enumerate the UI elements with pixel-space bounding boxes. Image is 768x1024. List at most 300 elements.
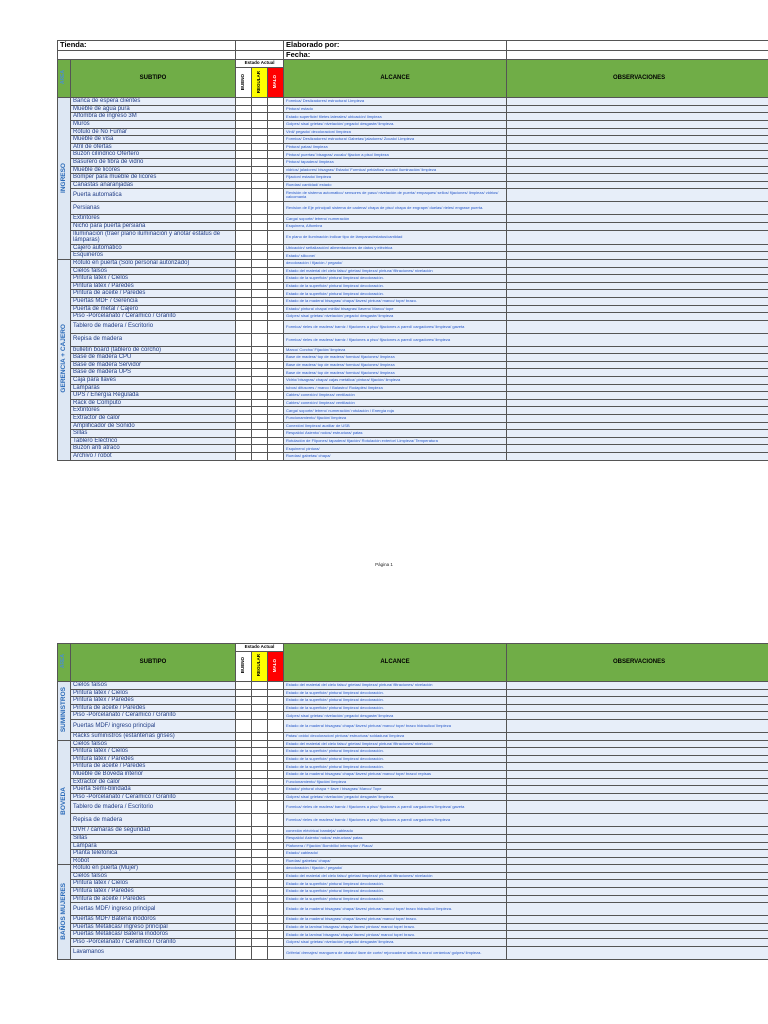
observaciones-field[interactable] [507, 880, 768, 888]
bueno-checkbox[interactable] [236, 354, 252, 362]
observaciones-field[interactable] [507, 786, 768, 794]
malo-checkbox[interactable] [268, 437, 284, 445]
regular-checkbox[interactable] [252, 346, 268, 354]
malo-checkbox[interactable] [268, 770, 284, 778]
regular-checkbox[interactable] [252, 369, 268, 377]
bueno-checkbox[interactable] [236, 682, 252, 690]
regular-checkbox[interactable] [252, 445, 268, 453]
malo-checkbox[interactable] [268, 354, 284, 362]
regular-checkbox[interactable] [252, 377, 268, 385]
bueno-checkbox[interactable] [236, 189, 252, 202]
observaciones-field[interactable] [507, 857, 768, 865]
malo-checkbox[interactable] [268, 407, 284, 415]
observaciones-field[interactable] [507, 98, 768, 106]
bueno-checkbox[interactable] [236, 407, 252, 415]
observaciones-field[interactable] [507, 189, 768, 202]
regular-checkbox[interactable] [252, 136, 268, 144]
observaciones-field[interactable] [507, 282, 768, 290]
bueno-checkbox[interactable] [236, 113, 252, 121]
bueno-checkbox[interactable] [236, 445, 252, 453]
malo-checkbox[interactable] [268, 305, 284, 313]
bueno-checkbox[interactable] [236, 946, 252, 959]
regular-checkbox[interactable] [252, 430, 268, 438]
malo-checkbox[interactable] [268, 931, 284, 939]
bueno-checkbox[interactable] [236, 377, 252, 385]
malo-checkbox[interactable] [268, 282, 284, 290]
malo-checkbox[interactable] [268, 128, 284, 136]
regular-checkbox[interactable] [252, 801, 268, 814]
regular-checkbox[interactable] [252, 888, 268, 896]
malo-checkbox[interactable] [268, 361, 284, 369]
observaciones-field[interactable] [507, 939, 768, 947]
bueno-checkbox[interactable] [236, 252, 252, 260]
regular-checkbox[interactable] [252, 689, 268, 697]
observaciones-field[interactable] [507, 842, 768, 850]
observaciones-field[interactable] [507, 888, 768, 896]
malo-checkbox[interactable] [268, 850, 284, 858]
observaciones-field[interactable] [507, 392, 768, 400]
observaciones-field[interactable] [507, 259, 768, 267]
bueno-checkbox[interactable] [236, 895, 252, 903]
regular-checkbox[interactable] [252, 313, 268, 321]
regular-checkbox[interactable] [252, 113, 268, 121]
bueno-checkbox[interactable] [236, 128, 252, 136]
regular-checkbox[interactable] [252, 697, 268, 705]
regular-checkbox[interactable] [252, 770, 268, 778]
malo-checkbox[interactable] [268, 880, 284, 888]
malo-checkbox[interactable] [268, 202, 284, 215]
observaciones-field[interactable] [507, 202, 768, 215]
regular-checkbox[interactable] [252, 297, 268, 305]
regular-checkbox[interactable] [252, 946, 268, 959]
observaciones-field[interactable] [507, 121, 768, 129]
malo-checkbox[interactable] [268, 793, 284, 801]
malo-checkbox[interactable] [268, 189, 284, 202]
observaciones-field[interactable] [507, 763, 768, 771]
fecha-field[interactable] [507, 51, 768, 60]
bueno-checkbox[interactable] [236, 166, 252, 174]
bueno-checkbox[interactable] [236, 275, 252, 283]
regular-checkbox[interactable] [252, 174, 268, 182]
bueno-checkbox[interactable] [236, 786, 252, 794]
regular-checkbox[interactable] [252, 682, 268, 690]
malo-checkbox[interactable] [268, 946, 284, 959]
malo-checkbox[interactable] [268, 159, 284, 167]
bueno-checkbox[interactable] [236, 697, 252, 705]
observaciones-field[interactable] [507, 445, 768, 453]
malo-checkbox[interactable] [268, 430, 284, 438]
observaciones-field[interactable] [507, 113, 768, 121]
bueno-checkbox[interactable] [236, 202, 252, 215]
observaciones-field[interactable] [507, 778, 768, 786]
regular-checkbox[interactable] [252, 842, 268, 850]
observaciones-field[interactable] [507, 354, 768, 362]
bueno-checkbox[interactable] [236, 916, 252, 924]
malo-checkbox[interactable] [268, 222, 284, 230]
observaciones-field[interactable] [507, 290, 768, 298]
malo-checkbox[interactable] [268, 712, 284, 720]
regular-checkbox[interactable] [252, 181, 268, 189]
observaciones-field[interactable] [507, 895, 768, 903]
regular-checkbox[interactable] [252, 763, 268, 771]
malo-checkbox[interactable] [268, 259, 284, 267]
bueno-checkbox[interactable] [236, 230, 252, 244]
bueno-checkbox[interactable] [236, 755, 252, 763]
regular-checkbox[interactable] [252, 407, 268, 415]
bueno-checkbox[interactable] [236, 763, 252, 771]
malo-checkbox[interactable] [268, 113, 284, 121]
malo-checkbox[interactable] [268, 445, 284, 453]
malo-checkbox[interactable] [268, 369, 284, 377]
observaciones-field[interactable] [507, 230, 768, 244]
regular-checkbox[interactable] [252, 244, 268, 252]
malo-checkbox[interactable] [268, 399, 284, 407]
malo-checkbox[interactable] [268, 689, 284, 697]
malo-checkbox[interactable] [268, 872, 284, 880]
regular-checkbox[interactable] [252, 159, 268, 167]
malo-checkbox[interactable] [268, 763, 284, 771]
malo-checkbox[interactable] [268, 244, 284, 252]
observaciones-field[interactable] [507, 453, 768, 461]
regular-checkbox[interactable] [252, 740, 268, 748]
malo-checkbox[interactable] [268, 98, 284, 106]
regular-checkbox[interactable] [252, 931, 268, 939]
observaciones-field[interactable] [507, 793, 768, 801]
bueno-checkbox[interactable] [236, 827, 252, 835]
malo-checkbox[interactable] [268, 704, 284, 712]
regular-checkbox[interactable] [252, 305, 268, 313]
observaciones-field[interactable] [507, 755, 768, 763]
observaciones-field[interactable] [507, 275, 768, 283]
malo-checkbox[interactable] [268, 903, 284, 916]
malo-checkbox[interactable] [268, 333, 284, 346]
observaciones-field[interactable] [507, 136, 768, 144]
regular-checkbox[interactable] [252, 437, 268, 445]
observaciones-field[interactable] [507, 181, 768, 189]
observaciones-field[interactable] [507, 377, 768, 385]
bueno-checkbox[interactable] [236, 333, 252, 346]
bueno-checkbox[interactable] [236, 369, 252, 377]
bueno-checkbox[interactable] [236, 939, 252, 947]
malo-checkbox[interactable] [268, 313, 284, 321]
observaciones-field[interactable] [507, 222, 768, 230]
bueno-checkbox[interactable] [236, 880, 252, 888]
bueno-checkbox[interactable] [236, 719, 252, 732]
observaciones-field[interactable] [507, 384, 768, 392]
regular-checkbox[interactable] [252, 282, 268, 290]
regular-checkbox[interactable] [252, 895, 268, 903]
regular-checkbox[interactable] [252, 814, 268, 827]
regular-checkbox[interactable] [252, 267, 268, 275]
regular-checkbox[interactable] [252, 415, 268, 423]
observaciones-field[interactable] [507, 346, 768, 354]
observaciones-field[interactable] [507, 748, 768, 756]
observaciones-field[interactable] [507, 174, 768, 182]
regular-checkbox[interactable] [252, 865, 268, 873]
malo-checkbox[interactable] [268, 143, 284, 151]
observaciones-field[interactable] [507, 267, 768, 275]
regular-checkbox[interactable] [252, 793, 268, 801]
bueno-checkbox[interactable] [236, 181, 252, 189]
observaciones-field[interactable] [507, 166, 768, 174]
observaciones-field[interactable] [507, 143, 768, 151]
bueno-checkbox[interactable] [236, 361, 252, 369]
regular-checkbox[interactable] [252, 778, 268, 786]
malo-checkbox[interactable] [268, 121, 284, 129]
observaciones-field[interactable] [507, 801, 768, 814]
observaciones-field[interactable] [507, 159, 768, 167]
regular-checkbox[interactable] [252, 399, 268, 407]
regular-checkbox[interactable] [252, 98, 268, 106]
regular-checkbox[interactable] [252, 916, 268, 924]
regular-checkbox[interactable] [252, 143, 268, 151]
observaciones-field[interactable] [507, 689, 768, 697]
bueno-checkbox[interactable] [236, 151, 252, 159]
bueno-checkbox[interactable] [236, 689, 252, 697]
malo-checkbox[interactable] [268, 105, 284, 113]
observaciones-field[interactable] [507, 827, 768, 835]
malo-checkbox[interactable] [268, 865, 284, 873]
bueno-checkbox[interactable] [236, 842, 252, 850]
bueno-checkbox[interactable] [236, 121, 252, 129]
bueno-checkbox[interactable] [236, 98, 252, 106]
regular-checkbox[interactable] [252, 384, 268, 392]
bueno-checkbox[interactable] [236, 290, 252, 298]
observaciones-field[interactable] [507, 865, 768, 873]
observaciones-field[interactable] [507, 128, 768, 136]
bueno-checkbox[interactable] [236, 857, 252, 865]
bueno-checkbox[interactable] [236, 174, 252, 182]
malo-checkbox[interactable] [268, 740, 284, 748]
malo-checkbox[interactable] [268, 320, 284, 333]
observaciones-field[interactable] [507, 415, 768, 423]
observaciones-field[interactable] [507, 305, 768, 313]
observaciones-field[interactable] [507, 215, 768, 223]
regular-checkbox[interactable] [252, 320, 268, 333]
malo-checkbox[interactable] [268, 297, 284, 305]
regular-checkbox[interactable] [252, 290, 268, 298]
bueno-checkbox[interactable] [236, 850, 252, 858]
bueno-checkbox[interactable] [236, 778, 252, 786]
regular-checkbox[interactable] [252, 230, 268, 244]
malo-checkbox[interactable] [268, 827, 284, 835]
regular-checkbox[interactable] [252, 166, 268, 174]
bueno-checkbox[interactable] [236, 320, 252, 333]
malo-checkbox[interactable] [268, 682, 284, 690]
bueno-checkbox[interactable] [236, 159, 252, 167]
regular-checkbox[interactable] [252, 827, 268, 835]
observaciones-field[interactable] [507, 712, 768, 720]
regular-checkbox[interactable] [252, 712, 268, 720]
bueno-checkbox[interactable] [236, 267, 252, 275]
malo-checkbox[interactable] [268, 778, 284, 786]
malo-checkbox[interactable] [268, 392, 284, 400]
regular-checkbox[interactable] [252, 354, 268, 362]
bueno-checkbox[interactable] [236, 259, 252, 267]
bueno-checkbox[interactable] [236, 704, 252, 712]
bueno-checkbox[interactable] [236, 215, 252, 223]
malo-checkbox[interactable] [268, 166, 284, 174]
observaciones-field[interactable] [507, 313, 768, 321]
observaciones-field[interactable] [507, 923, 768, 931]
regular-checkbox[interactable] [252, 880, 268, 888]
malo-checkbox[interactable] [268, 174, 284, 182]
bueno-checkbox[interactable] [236, 453, 252, 461]
regular-checkbox[interactable] [252, 252, 268, 260]
bueno-checkbox[interactable] [236, 143, 252, 151]
bueno-checkbox[interactable] [236, 430, 252, 438]
regular-checkbox[interactable] [252, 333, 268, 346]
bueno-checkbox[interactable] [236, 136, 252, 144]
malo-checkbox[interactable] [268, 422, 284, 430]
observaciones-field[interactable] [507, 872, 768, 880]
malo-checkbox[interactable] [268, 895, 284, 903]
observaciones-field[interactable] [507, 814, 768, 827]
bueno-checkbox[interactable] [236, 732, 252, 740]
observaciones-field[interactable] [507, 105, 768, 113]
malo-checkbox[interactable] [268, 697, 284, 705]
bueno-checkbox[interactable] [236, 748, 252, 756]
malo-checkbox[interactable] [268, 814, 284, 827]
regular-checkbox[interactable] [252, 422, 268, 430]
bueno-checkbox[interactable] [236, 903, 252, 916]
regular-checkbox[interactable] [252, 392, 268, 400]
bueno-checkbox[interactable] [236, 872, 252, 880]
malo-checkbox[interactable] [268, 230, 284, 244]
observaciones-field[interactable] [507, 252, 768, 260]
regular-checkbox[interactable] [252, 105, 268, 113]
observaciones-field[interactable] [507, 850, 768, 858]
observaciones-field[interactable] [507, 244, 768, 252]
malo-checkbox[interactable] [268, 415, 284, 423]
regular-checkbox[interactable] [252, 275, 268, 283]
observaciones-field[interactable] [507, 430, 768, 438]
regular-checkbox[interactable] [252, 872, 268, 880]
malo-checkbox[interactable] [268, 252, 284, 260]
regular-checkbox[interactable] [252, 939, 268, 947]
malo-checkbox[interactable] [268, 748, 284, 756]
malo-checkbox[interactable] [268, 786, 284, 794]
regular-checkbox[interactable] [252, 202, 268, 215]
regular-checkbox[interactable] [252, 732, 268, 740]
bueno-checkbox[interactable] [236, 222, 252, 230]
observaciones-field[interactable] [507, 719, 768, 732]
observaciones-field[interactable] [507, 369, 768, 377]
malo-checkbox[interactable] [268, 834, 284, 842]
malo-checkbox[interactable] [268, 290, 284, 298]
bueno-checkbox[interactable] [236, 244, 252, 252]
regular-checkbox[interactable] [252, 704, 268, 712]
regular-checkbox[interactable] [252, 259, 268, 267]
observaciones-field[interactable] [507, 931, 768, 939]
observaciones-field[interactable] [507, 399, 768, 407]
bueno-checkbox[interactable] [236, 793, 252, 801]
malo-checkbox[interactable] [268, 453, 284, 461]
malo-checkbox[interactable] [268, 888, 284, 896]
malo-checkbox[interactable] [268, 755, 284, 763]
regular-checkbox[interactable] [252, 151, 268, 159]
malo-checkbox[interactable] [268, 916, 284, 924]
regular-checkbox[interactable] [252, 834, 268, 842]
malo-checkbox[interactable] [268, 719, 284, 732]
regular-checkbox[interactable] [252, 453, 268, 461]
malo-checkbox[interactable] [268, 181, 284, 189]
bueno-checkbox[interactable] [236, 105, 252, 113]
regular-checkbox[interactable] [252, 923, 268, 931]
bueno-checkbox[interactable] [236, 399, 252, 407]
observaciones-field[interactable] [507, 903, 768, 916]
observaciones-field[interactable] [507, 704, 768, 712]
malo-checkbox[interactable] [268, 275, 284, 283]
malo-checkbox[interactable] [268, 377, 284, 385]
bueno-checkbox[interactable] [236, 740, 252, 748]
observaciones-field[interactable] [507, 682, 768, 690]
malo-checkbox[interactable] [268, 151, 284, 159]
bueno-checkbox[interactable] [236, 834, 252, 842]
bueno-checkbox[interactable] [236, 931, 252, 939]
observaciones-field[interactable] [507, 834, 768, 842]
bueno-checkbox[interactable] [236, 801, 252, 814]
observaciones-field[interactable] [507, 407, 768, 415]
malo-checkbox[interactable] [268, 215, 284, 223]
observaciones-field[interactable] [507, 297, 768, 305]
observaciones-field[interactable] [507, 770, 768, 778]
observaciones-field[interactable] [507, 697, 768, 705]
regular-checkbox[interactable] [252, 128, 268, 136]
malo-checkbox[interactable] [268, 857, 284, 865]
bueno-checkbox[interactable] [236, 888, 252, 896]
bueno-checkbox[interactable] [236, 437, 252, 445]
bueno-checkbox[interactable] [236, 814, 252, 827]
observaciones-field[interactable] [507, 422, 768, 430]
bueno-checkbox[interactable] [236, 770, 252, 778]
regular-checkbox[interactable] [252, 786, 268, 794]
bueno-checkbox[interactable] [236, 415, 252, 423]
regular-checkbox[interactable] [252, 215, 268, 223]
malo-checkbox[interactable] [268, 939, 284, 947]
malo-checkbox[interactable] [268, 801, 284, 814]
malo-checkbox[interactable] [268, 136, 284, 144]
regular-checkbox[interactable] [252, 850, 268, 858]
malo-checkbox[interactable] [268, 346, 284, 354]
elaborado-field[interactable] [507, 41, 768, 51]
malo-checkbox[interactable] [268, 732, 284, 740]
bueno-checkbox[interactable] [236, 392, 252, 400]
regular-checkbox[interactable] [252, 755, 268, 763]
bueno-checkbox[interactable] [236, 384, 252, 392]
malo-checkbox[interactable] [268, 923, 284, 931]
regular-checkbox[interactable] [252, 719, 268, 732]
regular-checkbox[interactable] [252, 903, 268, 916]
observaciones-field[interactable] [507, 437, 768, 445]
observaciones-field[interactable] [507, 732, 768, 740]
observaciones-field[interactable] [507, 333, 768, 346]
bueno-checkbox[interactable] [236, 422, 252, 430]
bueno-checkbox[interactable] [236, 346, 252, 354]
bueno-checkbox[interactable] [236, 923, 252, 931]
observaciones-field[interactable] [507, 320, 768, 333]
malo-checkbox[interactable] [268, 384, 284, 392]
bueno-checkbox[interactable] [236, 282, 252, 290]
regular-checkbox[interactable] [252, 361, 268, 369]
malo-checkbox[interactable] [268, 842, 284, 850]
observaciones-field[interactable] [507, 740, 768, 748]
observaciones-field[interactable] [507, 361, 768, 369]
bueno-checkbox[interactable] [236, 865, 252, 873]
regular-checkbox[interactable] [252, 121, 268, 129]
regular-checkbox[interactable] [252, 189, 268, 202]
regular-checkbox[interactable] [252, 857, 268, 865]
